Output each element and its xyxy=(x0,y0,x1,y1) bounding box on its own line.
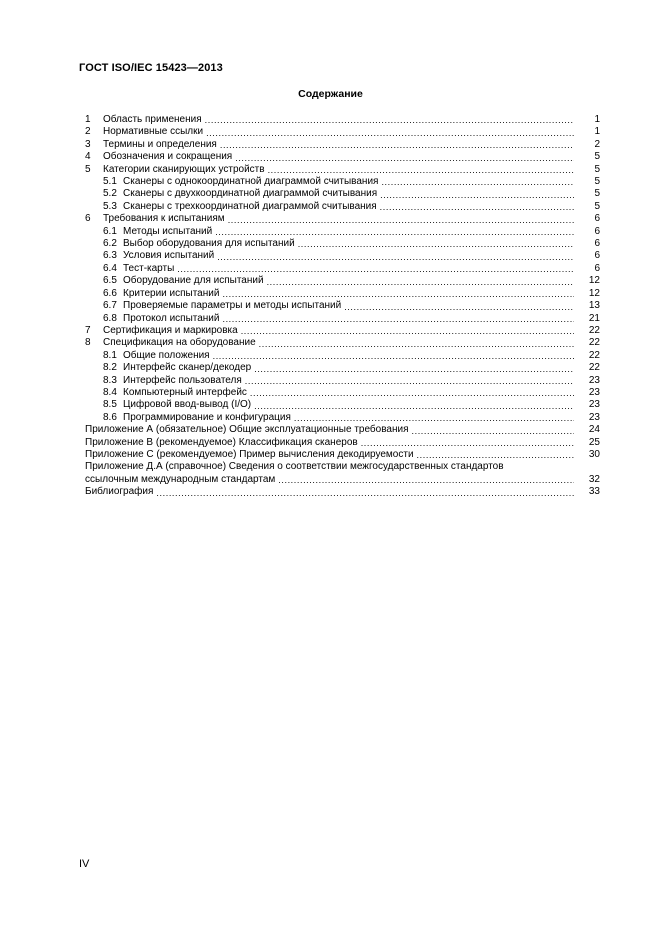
toc-entry-title: Компьютерный интерфейс xyxy=(123,386,247,398)
toc-entry-title: Интерфейс сканер/декодер xyxy=(123,362,252,374)
toc-entry-number: 8 xyxy=(85,337,91,349)
toc-leader-dots xyxy=(217,250,574,262)
toc-entry-appendix-da[interactable] xyxy=(85,461,600,486)
toc-entry-page: 32 xyxy=(588,473,600,485)
toc-entry-title: Термины и определения xyxy=(103,138,217,150)
toc-leader-dots xyxy=(206,126,574,138)
toc-entry[interactable] xyxy=(85,275,600,287)
toc-entry-page: 5 xyxy=(594,200,600,212)
toc-entry-title: Цифровой ввод-вывод (I/O) xyxy=(123,399,252,411)
toc-entry[interactable] xyxy=(85,424,600,436)
toc-entry-number: 6 xyxy=(85,213,91,225)
toc-entry[interactable] xyxy=(85,139,600,151)
toc-leader-dots xyxy=(235,151,574,163)
toc-entry-page: 30 xyxy=(588,448,600,460)
toc-entry-number: 6.7 xyxy=(103,300,117,312)
toc-entry-title: Оборудование для испытаний xyxy=(123,275,264,287)
toc-entry[interactable] xyxy=(85,325,600,337)
toc-leader-dots xyxy=(344,300,574,312)
toc-leader-dots xyxy=(294,412,574,424)
toc-entry-title: Сертификация и маркировка xyxy=(103,324,238,336)
toc-entry-title: Тест-карты xyxy=(123,262,175,274)
toc-leader-dots xyxy=(254,362,574,374)
toc-entry[interactable] xyxy=(85,412,600,424)
toc-entry-page: 22 xyxy=(588,324,600,336)
toc-entry[interactable] xyxy=(85,151,600,163)
toc-leader-dots xyxy=(220,139,574,151)
toc-entry-page: 12 xyxy=(588,287,600,299)
toc-entry-page: 5 xyxy=(594,151,600,163)
toc-entry[interactable] xyxy=(85,437,600,449)
toc-entry-number: 6.8 xyxy=(103,312,117,324)
toc-entry-title: Сканеры с трехкоординатной диаграммой считывания xyxy=(123,200,377,212)
toc-entry-number: 3 xyxy=(85,138,91,150)
toc-entry[interactable] xyxy=(85,201,600,213)
toc-entry-number: 6.2 xyxy=(103,238,117,250)
toc-entry[interactable] xyxy=(85,350,600,362)
toc-leader-dots xyxy=(417,449,574,461)
toc-leader-dots xyxy=(254,399,574,411)
toc-entry-number: 4 xyxy=(85,151,91,163)
toc-entry[interactable] xyxy=(85,449,600,461)
toc-entry-page: 22 xyxy=(588,349,600,361)
toc-entry[interactable] xyxy=(85,387,600,399)
toc-leader-dots xyxy=(250,387,574,399)
toc-entry-number: 7 xyxy=(85,324,91,336)
document-code: ГОСТ ISO/IEC 15423—2013 xyxy=(79,62,223,74)
toc-leader-dots xyxy=(380,188,574,200)
toc-entry-title-cont: ссылочным международным стандартам xyxy=(85,473,276,485)
toc-entry[interactable] xyxy=(85,164,600,176)
toc-leader-dots xyxy=(222,288,574,300)
table-of-contents xyxy=(85,114,600,499)
toc-leader-dots xyxy=(380,201,574,213)
toc-entry-number: 6.4 xyxy=(103,262,117,274)
toc-leader-dots xyxy=(177,263,574,275)
toc-entry-title: Общие положения xyxy=(123,349,210,361)
toc-entry[interactable] xyxy=(85,337,600,349)
toc-entry-page: 23 xyxy=(588,386,600,398)
toc-entry-title: Интерфейс пользователя xyxy=(123,374,242,386)
toc-entry-page: 6 xyxy=(594,225,600,237)
toc-leader-dots xyxy=(222,313,574,325)
toc-entry-page: 23 xyxy=(588,399,600,411)
toc-leader-dots xyxy=(205,114,574,126)
toc-entry-page: 5 xyxy=(594,163,600,175)
toc-leader-dots xyxy=(381,176,574,188)
toc-entry-number: 5 xyxy=(85,163,91,175)
toc-entry-title: Спецификация на оборудование xyxy=(103,337,256,349)
toc-title: Содержание xyxy=(298,88,363,100)
toc-leader-dots xyxy=(215,226,574,238)
toc-entry-page: 12 xyxy=(588,275,600,287)
toc-leader-dots xyxy=(412,424,575,436)
toc-entry[interactable] xyxy=(85,114,600,126)
toc-entry[interactable] xyxy=(85,176,600,188)
toc-entry-title: Требования к испытаниям xyxy=(103,213,225,225)
toc-entry-page: 5 xyxy=(594,188,600,200)
toc-entry[interactable] xyxy=(85,288,600,300)
toc-entry[interactable] xyxy=(85,399,600,411)
toc-entry-page: 13 xyxy=(588,300,600,312)
toc-entry-page: 22 xyxy=(588,362,600,374)
toc-entry-page: 6 xyxy=(594,250,600,262)
toc-leader-dots xyxy=(241,325,574,337)
toc-entry[interactable] xyxy=(85,188,600,200)
toc-entry-title: Приложение В (рекомендуемое) Классификация сканеров xyxy=(85,436,358,448)
toc-leader-dots xyxy=(268,164,574,176)
toc-entry[interactable] xyxy=(85,362,600,374)
toc-entry[interactable] xyxy=(85,238,600,250)
toc-entry[interactable] xyxy=(85,375,600,387)
toc-entry-page: 24 xyxy=(588,424,600,436)
toc-entry-bibliography[interactable] xyxy=(85,486,600,498)
toc-entry-page: 6 xyxy=(594,213,600,225)
toc-entry-number: 2 xyxy=(85,126,91,138)
toc-entry-page: 6 xyxy=(594,238,600,250)
toc-entry-number: 8.3 xyxy=(103,374,117,386)
toc-entry-title: Программирование и конфигурация xyxy=(123,411,291,423)
toc-leader-dots xyxy=(361,437,574,449)
toc-entry-number: 6.6 xyxy=(103,287,117,299)
toc-entry-number: 1 xyxy=(85,114,91,125)
toc-leader-dots xyxy=(259,337,574,349)
toc-entry-number: 8.5 xyxy=(103,399,117,411)
toc-entry-page: 2 xyxy=(594,138,600,150)
toc-entry-number: 8.4 xyxy=(103,386,117,398)
toc-entry-number: 6.3 xyxy=(103,250,117,262)
page-number: IV xyxy=(79,858,90,870)
toc-entry-page: 33 xyxy=(588,486,600,498)
toc-leader-dots xyxy=(278,474,574,486)
toc-entry-number: 6.1 xyxy=(103,225,117,237)
toc-entry-title: Сканеры с двухкоординатной диаграммой считывания xyxy=(123,188,378,200)
toc-entry-page: 5 xyxy=(594,176,600,188)
toc-entry-number: 5.1 xyxy=(103,176,117,188)
toc-leader-dots xyxy=(267,275,574,287)
toc-entry-number: 8.6 xyxy=(103,411,117,423)
toc-entry[interactable] xyxy=(85,226,600,238)
toc-entry-title: Условия испытаний xyxy=(123,250,215,262)
toc-entry[interactable] xyxy=(85,250,600,262)
toc-entry-title: Приложение Д.А (справочное) Сведения о соответствии межгосударственных стандартов xyxy=(85,461,504,473)
toc-entry-title: Категории сканирующих устройств xyxy=(103,163,265,175)
toc-entry-title: Критерии испытаний xyxy=(123,287,220,299)
toc-leader-dots xyxy=(156,486,574,498)
toc-entry-title: Протокол испытаний xyxy=(123,312,220,324)
toc-entry-title: Сканеры с однокоординатной диаграммой считывания xyxy=(123,176,379,188)
toc-entry[interactable] xyxy=(85,213,600,225)
toc-entry-title: Нормативные ссылки xyxy=(103,126,204,138)
toc-entry-number: 8.1 xyxy=(103,349,117,361)
toc-entry-title: Методы испытаний xyxy=(123,225,213,237)
toc-entry-page: 21 xyxy=(588,312,600,324)
toc-entry-number: 5.3 xyxy=(103,200,117,212)
toc-entry-number: 5.2 xyxy=(103,188,117,200)
toc-entry-page: 23 xyxy=(588,374,600,386)
toc-entry-title: Проверяемые параметры и методы испытаний xyxy=(123,300,342,312)
toc-entry-title: Приложение А (обязательное) Общие эксплуатационные требования xyxy=(85,424,409,436)
toc-entry[interactable] xyxy=(85,313,600,325)
toc-leader-dots xyxy=(245,375,574,387)
toc-leader-dots xyxy=(228,213,574,225)
toc-leader-dots xyxy=(298,238,574,250)
toc-entry[interactable] xyxy=(85,300,600,312)
toc-entry-page: 6 xyxy=(594,262,600,274)
toc-entry[interactable] xyxy=(85,263,600,275)
toc-leader-dots xyxy=(213,350,574,362)
toc-entry-page: 1 xyxy=(594,126,600,138)
toc-entry-title: Выбор оборудования для испытаний xyxy=(123,238,295,250)
toc-entry-title: Область применения xyxy=(103,114,202,125)
toc-entry-title: Обозначения и сокращения xyxy=(103,151,233,163)
toc-entry-title: Приложение С (рекомендуемое) Пример вычисления декодируемости xyxy=(85,448,414,460)
toc-entry-number: 8.2 xyxy=(103,362,117,374)
toc-entry[interactable] xyxy=(85,126,600,138)
toc-entry-page: 23 xyxy=(588,411,600,423)
toc-entry-page: 22 xyxy=(588,337,600,349)
toc-entry-page: 1 xyxy=(594,114,600,125)
toc-entry-page: 25 xyxy=(588,436,600,448)
toc-entry-number: 6.5 xyxy=(103,275,117,287)
toc-entry-title: Библиография xyxy=(85,486,154,498)
